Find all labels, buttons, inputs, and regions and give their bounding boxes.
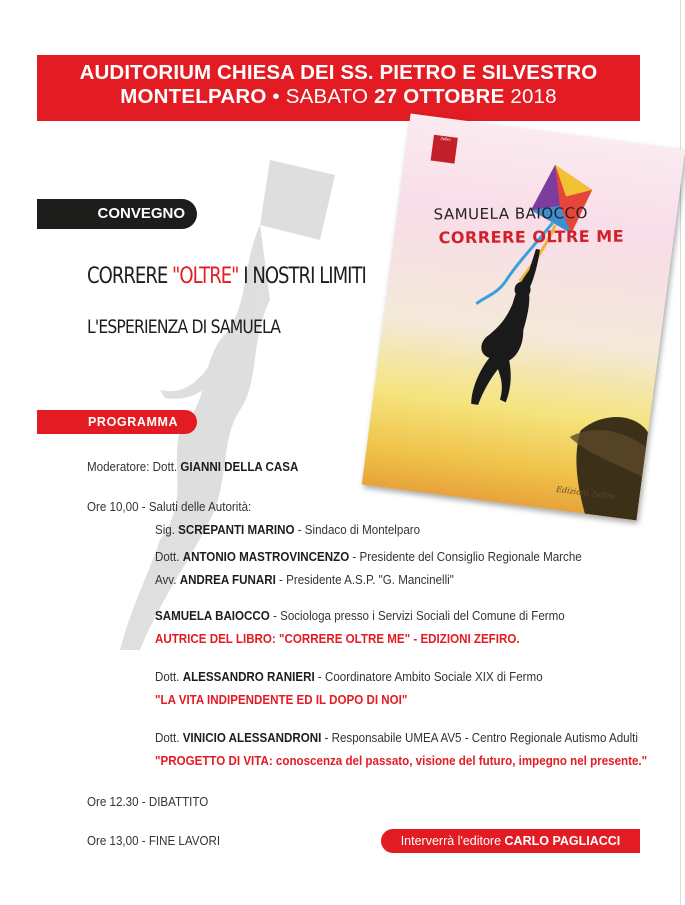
weekday: SABATO [285, 85, 369, 108]
book-title: CORRERE OLTRE ME [438, 226, 625, 248]
editor-banner [381, 829, 640, 853]
book-cover [362, 114, 685, 521]
speaker-name: VINICIO ALESSANDRONI [182, 731, 322, 745]
session-debate: Ore 12.30 - DIBATTITO [87, 795, 209, 809]
speaker-role: - Presidente A.S.P. "G. Mancinelli" [275, 573, 454, 587]
moderator-line [87, 460, 298, 474]
event-year: 2018 [510, 85, 557, 108]
speaker-name: SAMUELA BAIOCCO [155, 609, 270, 623]
editor-prefix: Interverrà l'editore [400, 834, 505, 848]
page-edge-line [680, 0, 681, 905]
session-1-time: Ore 10,00 - Saluti delle Autorità: [87, 500, 252, 514]
program-badge: PROGRAMMA [37, 410, 197, 434]
speaker-role: - Responsabile UMEA AV5 - Centro Regionale Autismo Adulti [321, 731, 638, 745]
moderator-prefix: Moderatore: Dott. [87, 460, 181, 474]
title-highlight: "OLTRE" [172, 264, 239, 289]
date-line [37, 85, 640, 109]
speaker-name: ANTONIO MASTROVINCENZO [182, 550, 350, 564]
book-author: SAMUELA BAIOCCO [433, 204, 588, 224]
speaker-alessandroni [155, 731, 638, 745]
talk-baiocco: AUTRICE DEL LIBRO: "CORRERE OLTRE ME" - EDIZIONI ZEFIRO. [155, 632, 520, 646]
title-part-2: I NOSTRI LIMITI [238, 264, 366, 289]
speaker-role: - Sociologa presso i Servizi Sociali del Comune di Fermo [269, 609, 565, 623]
moderator-name: GIANNI DELLA CASA [180, 460, 299, 474]
event-title [87, 264, 366, 289]
town: MONTELPARO [120, 85, 267, 108]
header-banner [37, 55, 640, 121]
title-part-1: CORRERE [87, 264, 173, 289]
speaker-funari [155, 573, 454, 587]
speaker-title: Dott. [155, 731, 183, 745]
speaker-mastrovincenzo [155, 550, 582, 564]
speaker-name: ALESSANDRO RANIERI [182, 670, 315, 684]
talk-ranieri: "LA VITA INDIPENDENTE ED IL DOPO DI NOI" [155, 693, 408, 707]
book-illustration [362, 114, 685, 521]
event-subtitle: L'ESPERIENZA DI SAMUELA [87, 316, 281, 338]
speaker-screpanti [155, 523, 420, 537]
event-type-badge: CONVEGNO [37, 199, 197, 229]
speaker-title: Sig. [155, 523, 179, 537]
speaker-baiocco [155, 609, 565, 623]
publisher-logo: Zefiro [431, 135, 458, 164]
speaker-title: Avv. [155, 573, 180, 587]
speaker-name: SCREPANTI MARINO [178, 523, 295, 537]
speaker-role: - Coordinatore Ambito Sociale XIX di Fermo [314, 670, 543, 684]
event-date: 27 OTTOBRE [374, 85, 505, 108]
venue-line: AUDITORIUM CHIESA DEI SS. PIETRO E SILVESTRO [79, 61, 598, 84]
speaker-name: ANDREA FUNARI [179, 573, 276, 587]
book-publisher: Edizioni Zefiro [555, 484, 616, 502]
talk-alessandroni: "PROGETTO DI VITA: conoscenza del passato, visione del futuro, impegno nel presente." [155, 754, 648, 768]
speaker-title: Dott. [155, 670, 183, 684]
speaker-role: - Presidente del Consiglio Regionale Marche [349, 550, 582, 564]
speaker-ranieri [155, 670, 543, 684]
session-end: Ore 13,00 - FINE LAVORI [87, 834, 221, 848]
editor-name: CARLO PAGLIACCI [504, 834, 621, 848]
speaker-role: - Sindaco di Montelparo [294, 523, 421, 537]
speaker-title: Dott. [155, 550, 183, 564]
separator-bullet: • [272, 85, 280, 108]
